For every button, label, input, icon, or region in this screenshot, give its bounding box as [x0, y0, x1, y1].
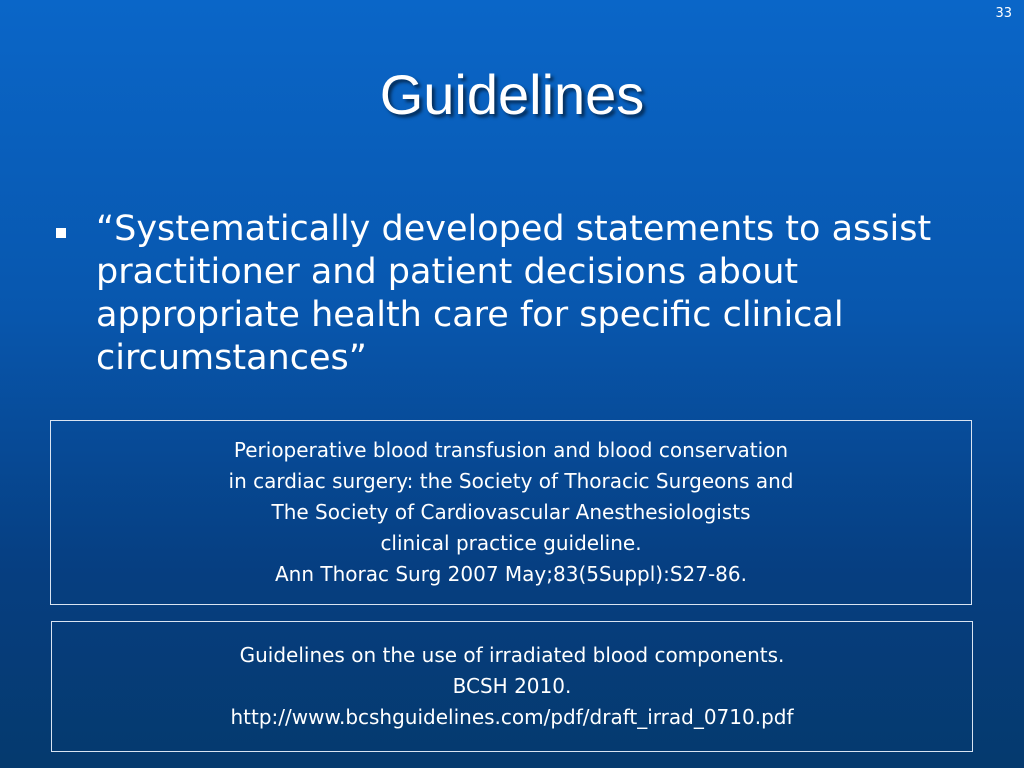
reference-line: The Society of Cardiovascular Anesthesiologists: [271, 500, 751, 524]
reference-box-bcsh-guideline: [51, 621, 973, 752]
reference-box-sts-guideline: [50, 420, 972, 605]
slide-number: 33: [995, 6, 1012, 21]
reference-line: Ann Thorac Surg 2007 May;83(5Suppl):S27-86.: [275, 562, 747, 586]
square-bullet-icon: [56, 228, 66, 238]
reference-url: http://www.bcshguidelines.com/pdf/draft_irrad_0710.pdf: [230, 705, 794, 729]
bullet-text: “Systematically developed statements to assist practitioner and patient decisions about appropriate health care for specific clinical circumstances”: [96, 209, 932, 378]
reference-line: Guidelines on the use of irradiated blood components.: [239, 643, 785, 667]
reference-line: clinical practice guideline.: [380, 531, 642, 555]
reference-line: in cardiac surgery: the Society of Thoracic Surgeons and: [228, 469, 794, 493]
slide-title: Guidelines: [379, 63, 645, 126]
bullet-item: [56, 208, 956, 380]
reference-line: Perioperative blood transfusion and blood conservation: [233, 438, 789, 462]
reference-line: BCSH 2010.: [452, 674, 572, 698]
